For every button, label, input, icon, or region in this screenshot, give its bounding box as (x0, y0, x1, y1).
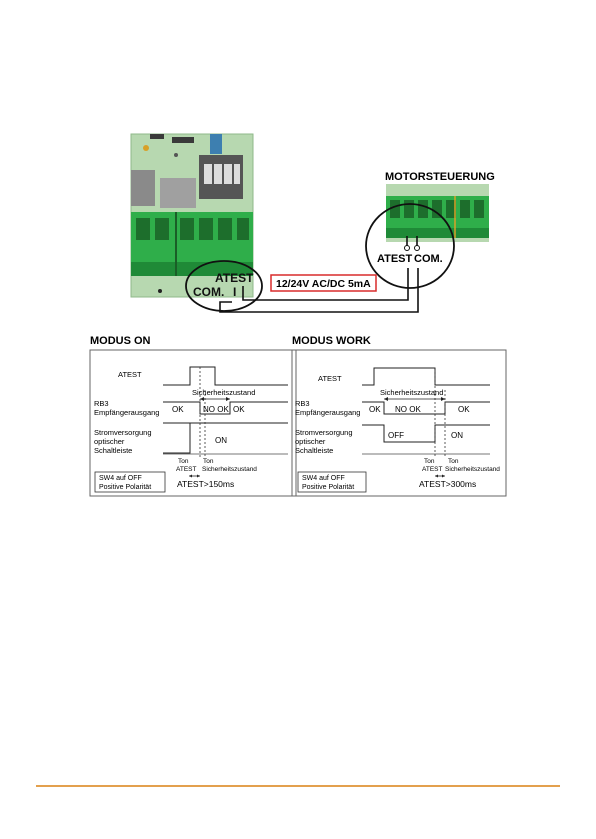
ton-atest-label: Ton (424, 458, 435, 465)
power-on-label: ON (215, 436, 227, 445)
row-power-sublabel-2: Schaltleiste (295, 446, 334, 455)
motor-com-label: COM. (414, 253, 443, 265)
state-ok-left: OK (172, 405, 184, 414)
ton-atest-sublabel: ATEST (176, 466, 197, 473)
footer-rule (36, 785, 560, 787)
state-label: Sicherheitszustand (380, 388, 444, 397)
state-no-ok: NO OK (203, 405, 229, 414)
state-label: Sicherheitszustand (192, 388, 256, 397)
row-power-label: Stromversorgung (295, 428, 353, 437)
ton-safe-label: Ton (203, 458, 214, 465)
state-no-ok: NO OK (395, 405, 421, 414)
row-power-sublabel-1: optischer (94, 437, 125, 446)
sw-setting-line1: SW4 auf OFF (99, 475, 142, 482)
row-rb3-sublabel: Empfängerausgang (94, 408, 160, 417)
motor-atest-label: ATEST (377, 253, 413, 265)
state-ok-left: OK (369, 405, 381, 414)
power-off-label: OFF (388, 431, 404, 440)
atest-condition: ATEST>300ms (419, 479, 477, 489)
supply-label: 12/24V AC/DC 5mA (276, 278, 371, 290)
atest-condition: ATEST>150ms (177, 479, 235, 489)
row-rb3-label: RB3 (94, 399, 109, 408)
row-atest-label: ATEST (318, 374, 342, 383)
ton-atest-label: Ton (178, 458, 189, 465)
timing-diagram-modus-work (290, 330, 508, 500)
receiver-com-mark: I (233, 285, 237, 299)
receiver-atest-label: ATEST (215, 271, 254, 285)
row-rb3-sublabel: Empfängerausgang (295, 408, 361, 417)
motor-title: MOTORSTEUERUNG (385, 171, 495, 183)
wiring-diagram (0, 0, 596, 330)
ton-safe-sublabel: Sicherheitszustand (202, 466, 257, 473)
ton-safe-label: Ton (448, 458, 459, 465)
row-power-sublabel-1: optischer (295, 437, 326, 446)
row-power-sublabel-2: Schaltleiste (94, 446, 133, 455)
row-rb3-label: RB3 (295, 399, 310, 408)
sw-setting-line2: Positive Polarität (99, 484, 152, 491)
timing-title: MODUS ON (90, 335, 151, 347)
timing-diagram-modus-on (88, 330, 298, 500)
row-atest-label: ATEST (118, 370, 142, 379)
row-power-label: Stromversorgung (94, 428, 152, 437)
state-ok-right: OK (458, 405, 470, 414)
sw-setting-line1: SW4 auf OFF (302, 475, 345, 482)
sw-setting-line2: Positive Polarität (302, 484, 355, 491)
receiver-com-label: COM. (193, 285, 225, 299)
timing-title: MODUS WORK (292, 335, 371, 347)
state-ok-right: OK (233, 405, 245, 414)
waveforms (362, 368, 490, 454)
ton-atest-sublabel: ATEST (422, 466, 443, 473)
ton-safe-sublabel: Sicherheitszustand (445, 466, 500, 473)
power-on-label: ON (451, 431, 463, 440)
